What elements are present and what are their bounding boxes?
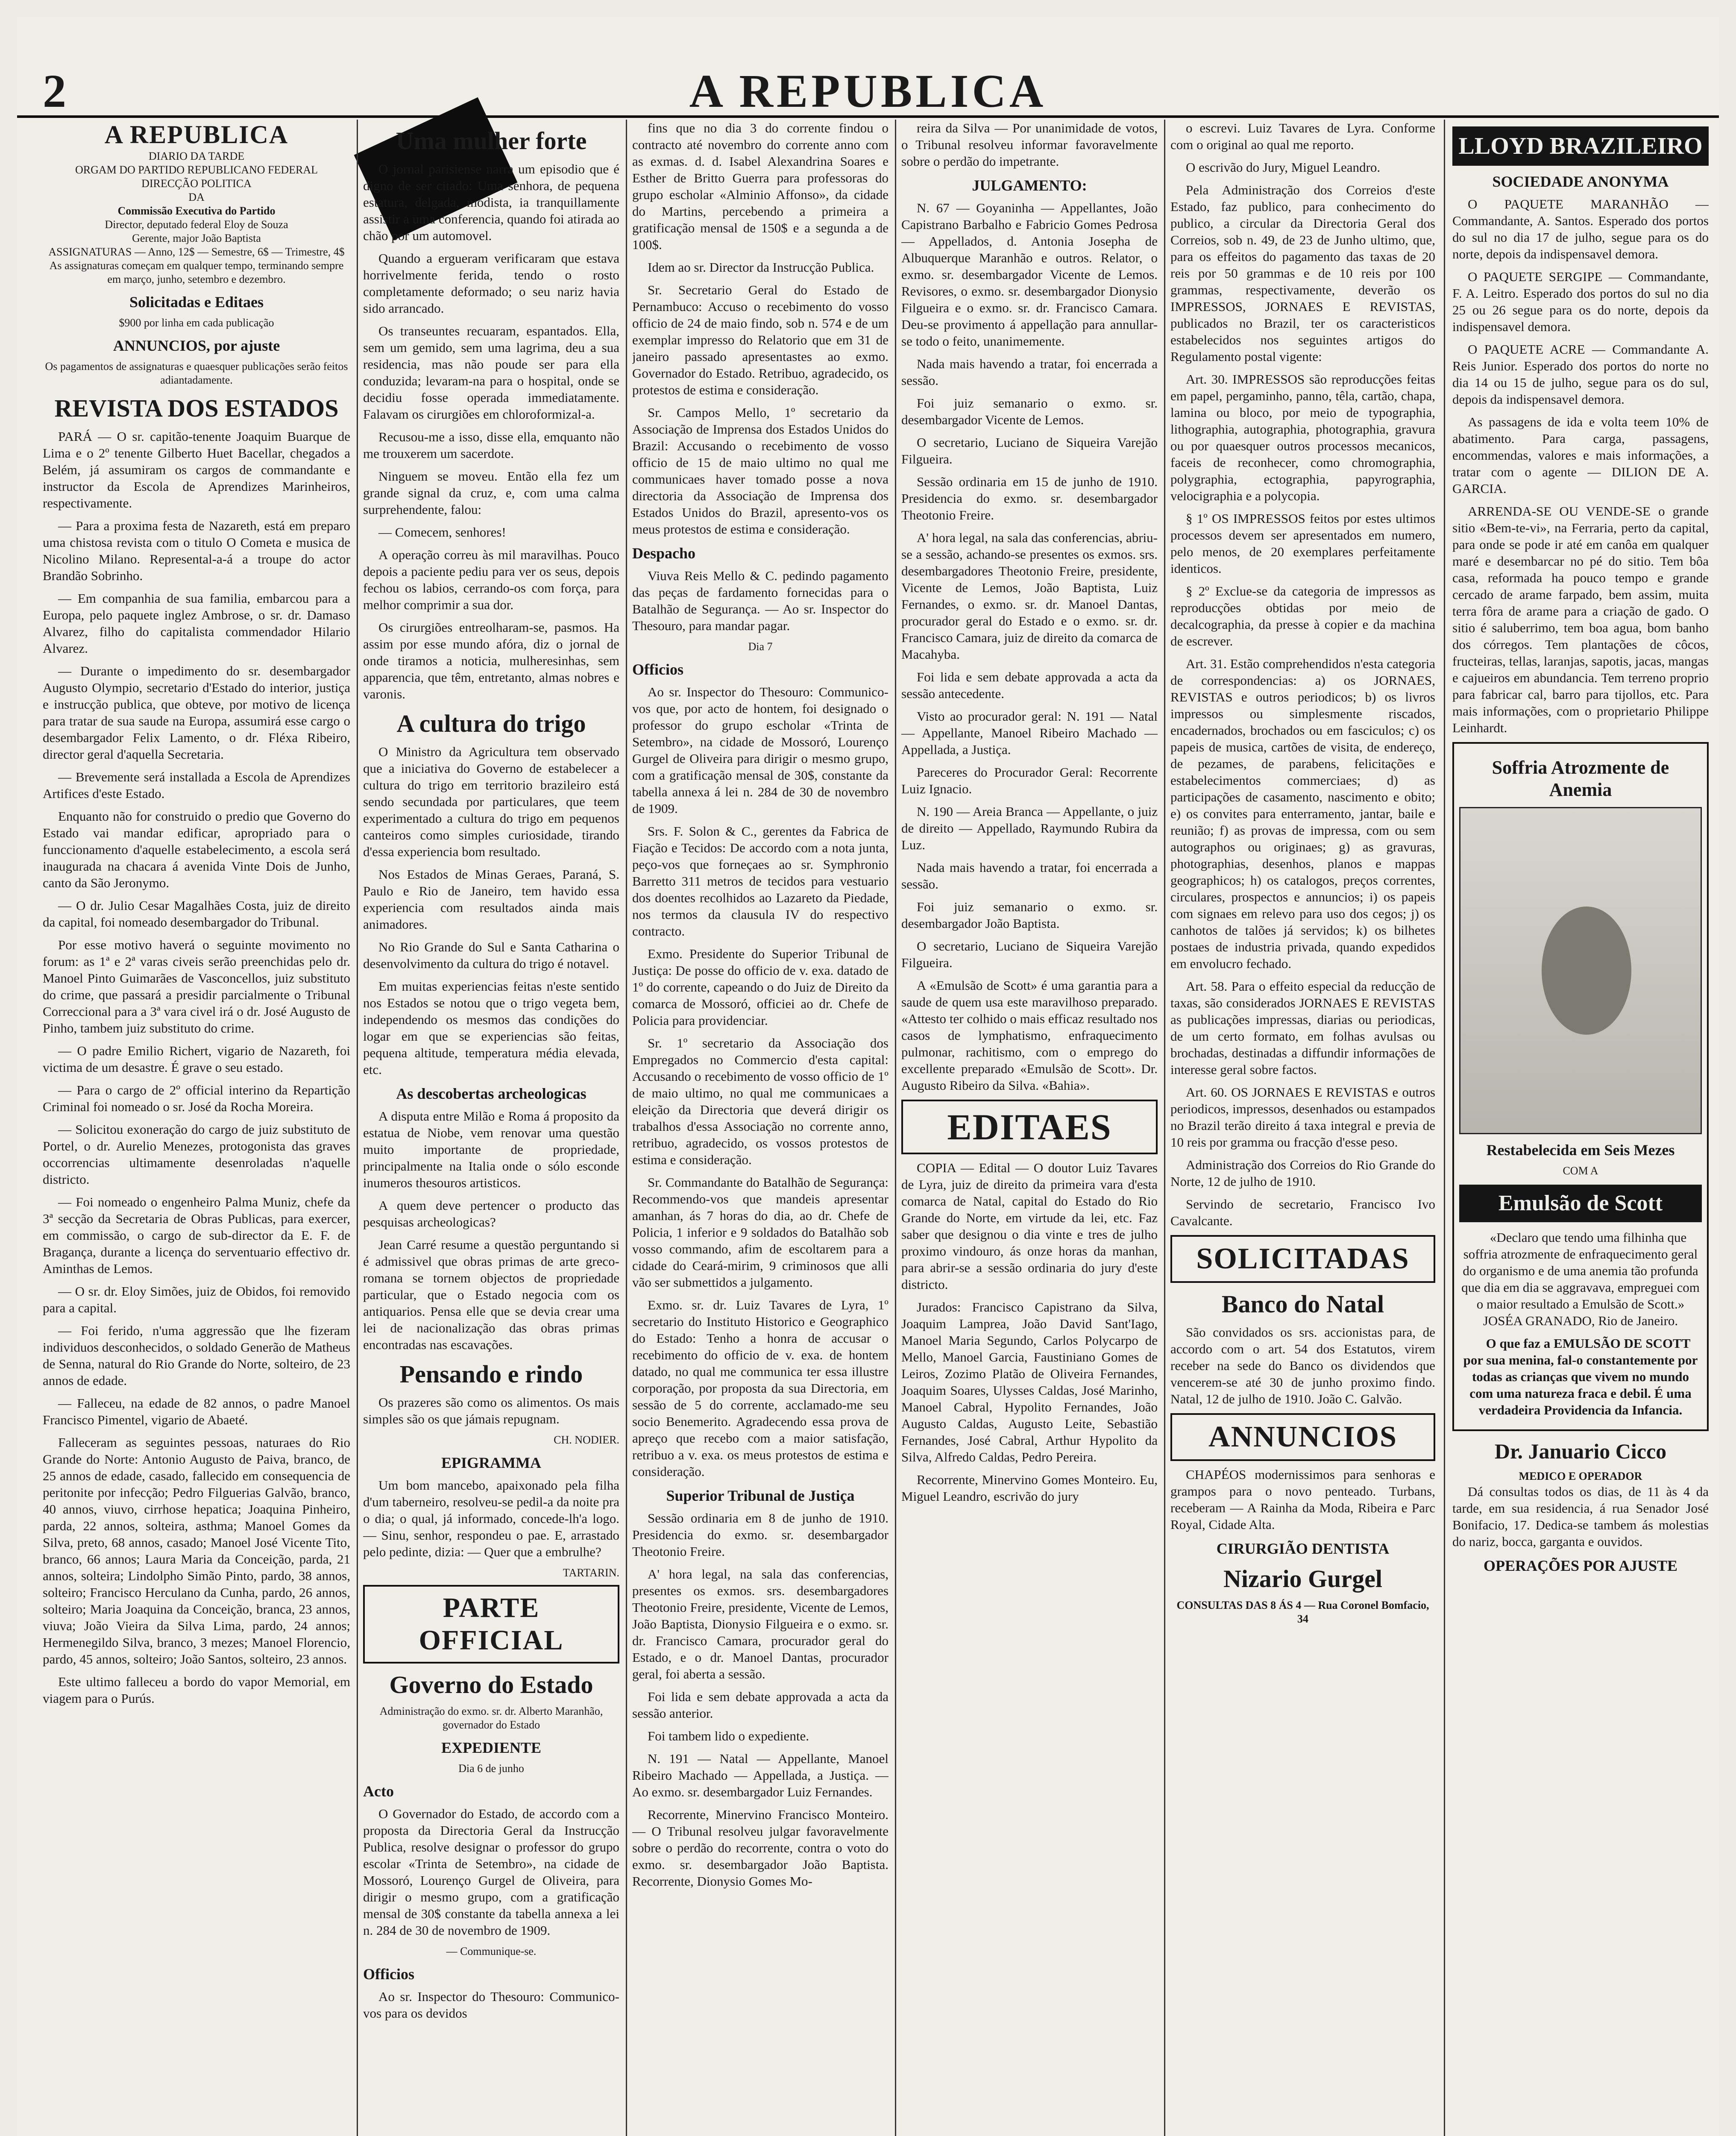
col3-paragraph: fins que no dia 3 do corrente findou o contracto até novembro do corrente anno com as exmas. d. d. Isabel Alexandrina Soares e Esther de Britto Guerra para professoras do grupo escholar «Alminio Affonso», da cidade do Martins, percebendo a primeira a gratificação mensal de 150$ e a segunda a de 100$. (632, 120, 889, 252)
lloyd-title: LLOYD BRAZILEIRO (1452, 126, 1709, 166)
col1-paragraph: Falleceram as seguintes pessoas, naturaes do Rio Grande do Norte: Antonio Augusto de Paiva, branco, de 25 annos de edade, casado, fallecido em consequencia de peritonite por infecção; Pedro Filguerias Galvão, branco, 40 annos, viuvo, cirrhose hepatica; Joaquina Pinheiro, parda, 22 annos, solteira, asthma; Manoel Gomes da Silva, preto, 68 annos, casado; Manoel José Vicente Tito, branco, 66 annos; Laura Maria da Conceição, parda, 21 annos, solteira; Lindolpho Simão Pinto, pardo, 38 annos, solteiro; Francisco Herculano da Cunha, pardo, 26 annos, solteiro; Maria Joaquina da Conceição, branca, 23 annos, viuva; João Vieira da Silva Lima, pardo, 24 annos; Hermenegildo Silva, branco, 3 mezes; Manoel Florencio, pardo, 45 annos, solteiro; João Santos, solteiro, 23 annos. (43, 1435, 350, 1667)
col1-paragraph: Por esse motivo haverá o seguinte movimento no forum: as 1ª e 2ª varas civeis serão preenchidas pelo dr. Manoel Pinto Guimarães de Vasconcellos, juiz substituto do crime, que passará a presidir parcialmente o Tribunal Correccional para a 3ª vara civel irá o dr. José Augusto de Pinho, tambem juiz substituto do crime. (43, 937, 350, 1036)
col1-paragraph: PARÁ — O sr. capitão-tenente Joaquim Buarque de Lima e o 2º tenente Gilberto Huet Bacellar, chegados a Belém, já assumiram os cargos de commandante e instructor da Escola de Aprendizes Marinheiros, respectivamente. (43, 429, 350, 511)
col3-paragraph: A' hora legal, na sala das conferencias, presentes os exmos. srs. desembargadores Theotonio Freire, presidente, Vicente de Lemos, João Baptista, Dionysio Filgueira e o exmo. sr. dr. Francisco Camara, procurador geral do Estado, e o dr. Manoel Dantas, procurador geral, foi aberta a sessão. (632, 1567, 889, 1681)
col5-paragraph: Art. 60. OS JORNAES E REVISTAS e outros periodicos, impressos, desenhados ou estampados no Brazil terão direito á taxa integral e previa de 10 reis por gramma ou fracção d'esse peso. (1170, 1085, 1435, 1150)
column-rule (895, 120, 896, 2136)
col5-paragraph: § 1º OS IMPRESSOS feitos por estes ultimos processos devem ser apresentados em numero, pelo menos, de 20 exemplares perfeitamente identicos. (1170, 511, 1435, 576)
col2-paragraph: Em muitas experiencias feitas n'este sentido nos Estados se notou que o trigo vegeta bem, independendo os mesmos das condições do logar em que se experiencias são feitas, pequena altitude, temperatura média elevada, etc. (363, 979, 619, 1077)
col4-paragraph: O secretario, Luciano de Siqueira Varejão Filgueira. (901, 435, 1158, 467)
col5-paragraph: Servindo de secretario, Francisco Ivo Cavalcante. (1170, 1197, 1435, 1228)
col3-paragraph: Sessão ordinaria em 8 de junho de 1910. Presidencia do exmo. sr. desembargador Theotonio Freire. (632, 1511, 889, 1559)
col3-paragraph: Foi tambem lido o expediente. (648, 1728, 809, 1743)
col1-paragraph: Enquanto não for construido o predio que Governo do Estado vai mandar edificar, apropriado para o funccionamento d'aquelle estabelecimento, a escola será inaugurada na chacara á avenida Vinte Dois de Junho, canto da São Jeronymo. (43, 809, 350, 890)
col2-paragraph: Ninguem se moveu. Então ella fez um grande signal da cruz, e, com uma calma surprehendente, falou: (363, 469, 619, 517)
parte-official-box (363, 1585, 619, 1664)
column-rule (357, 120, 358, 2136)
governo-sub: Administração do exmo. sr. dr. Alberto Maranhão, governador do Estado (379, 1705, 603, 1731)
newspaper-page (17, 17, 1719, 2136)
col4-paragraph: Sessão ordinaria em 15 de junho de 1910. Presidencia do exmo. sr. desembargador Theotonio Freire. (901, 474, 1158, 522)
solicitadas-box (1170, 1235, 1435, 1283)
column-rule (626, 120, 627, 2136)
column-5 (1170, 120, 1435, 2136)
col4-paragraph: Foi juiz semanario o exmo. sr. desembargador João Baptista. (901, 899, 1158, 931)
col5-paragraph: O escrivão do Jury, Miguel Leandro. (1186, 160, 1381, 175)
col4-paragraph: Nada mais havendo a tratar, foi encerrada a sessão. (901, 356, 1158, 388)
epigramma-author: TARTARIN. (563, 1567, 619, 1579)
col1-paragraph: — Durante o impedimento do sr. desembargador Augusto Olympio, secretario d'Estado do interior, justiça e instrucção publica, que obteve, por motivo de licença para tratar de sua saude na Europa, assumirá esse cargo o desembargador Felix Lamento, o dr. Fléxa Ribeiro, director geral d'aquella Secretaria. (43, 663, 350, 762)
col1-paragraph: — Foi ferido, n'uma aggressão que lhe fizeram individuos desconhecidos, o soldado Generão de Matheus de Senna, natural do Rio Grande do Norte, solteiro, de 23 annos de edade. (43, 1323, 350, 1388)
col1-section-title: REVISTA DOS ESTADOS (54, 394, 339, 422)
col6-paragraph: O PAQUETE MARANHÃO — Commandante, A. Santos. Esperado dos portos do sul no dia 17 de julho, segue para os do norte, depois da indispensavel demora. (1452, 197, 1709, 261)
officios-title: Officios (632, 661, 683, 678)
nizario-title: Nizario Gurgel (1223, 1565, 1383, 1593)
column-3 (632, 120, 889, 2136)
col2-paragraph: O jornal parisiense narra um episodio que é digno de ser citado: Uma senhora, de pequena estatura, delgada, modista, ia tranquillamente assistir a uma conferencia, quando foi atirada ao chão por um automovel. (363, 161, 619, 243)
parte-official-title: PARTE OFFICIAL (419, 1592, 564, 1656)
col1-paragraph: — O padre Emilio Richert, vigario de Nazareth, foi victima de um desastre. É grave o seu estado. (43, 1043, 350, 1075)
col3-paragraph: N. 191 — Natal — Appellante, Manoel Ribeiro Machado — Appellada, a Justiça. — Ao exmo. sr. desembargador Luiz Fernandes. (632, 1751, 889, 1799)
col1-paragraph: — O dr. Julio Cesar Magalhães Costa, juiz de direito da capital, foi nomeado desembargador do Tribunal. (43, 898, 350, 930)
governo-title: Governo do Estado (389, 1671, 593, 1699)
officios-title: Officios (363, 1966, 414, 1983)
col2-paragraph: A quem deve pertencer o producto das pesquisas archeologicas? (363, 1198, 619, 1229)
communique: — Communique-se. (446, 1945, 537, 1957)
sociedade-label: SOCIEDADE ANONYMA (1492, 173, 1669, 190)
col3-paragraph: Viuva Reis Mello & C. pedindo pagamento das peças de fardamento fornecidas para o Batalhão de Segurança. — Ao sr. Inspector do Thesouro, para mandar pagar. (632, 568, 889, 633)
col1-sub-4: DA (188, 191, 205, 203)
headline-mulher-forte: Uma mulher forte (396, 127, 587, 155)
col2-paragraph: Os cirurgiões entreolharam-se, pasmos. Ha assim por esse mundo afóra, diz o jornal de onde tiramos a noticia, mulheresinhas, sem apparencia, que têm, entretanto, almas nobres e varonis. (363, 620, 619, 701)
col1-paragraph: — Em companhia de sua familia, embarcou para a Europa, pelo paquete inglez Ambrose, o sr. dr. Damaso Alvarez, filho do capitalista commendador Hilario Alvarez. (43, 591, 350, 656)
col3-paragraph: Idem ao sr. Director da Instrucção Publica. (648, 260, 874, 275)
col2-paragraph: A operação correu às mil maravilhas. Pouco depois a paciente pediu para ver os seus, depois fechou os labios, cerrando-os com força, para melhor comprimir a sua dor. (363, 547, 619, 612)
col3-paragraph: Sr. 1º secretario da Associação dos Empregados no Commercio d'esta capital: Accusando o recebimento de vosso officio de 1º de maio ultimo, no qual me communicaes a eleição da Directoria que deverá dirigir os trabalhos d'essa Associação no corrente anno, retribuo, agradecido, os vossos protestos de estima e consideração. (632, 1036, 889, 1167)
col4-paragraph: A «Emulsão de Scott» é uma garantia para a saude de quem usa este maravilhoso preparado. «Attesto ter colhido o mais efficaz resultado nos casos de lymphatismo, enfraquecimento pulmonar, rachitismo, com o emprego do excellente preparado «Emulsão de Scott». Dr. Augusto Ribeiro da Silva. «Bahia». (901, 978, 1158, 1093)
col2-paragraph: Os transeuntes recuaram, espantados. Ella, sem um gemido, sem uma lagrima, deu a sua residencia, mas não poude ser para ella conduzida; levaram-na para o hospital, onde se decidiu fosse operada immediatamente. Falavam os cirurgiões em chloroformizal-a. (363, 323, 619, 422)
col4-paragraph: A' hora legal, na sala das conferencias, abriu-se a sessão, achando-se presentes os exmos. srs. desembargadores Theotonio Freire, presidente, Vicente de Lemos, João Baptista, Luiz Fernandes, o exmo. sr. dr. Manoel Dantas, procurador geral do Estado e o exmo. sr. dr. Francisco Camara, juiz de direito da comarca de Macahyba. (901, 530, 1158, 662)
col3-paragraph: Srs. F. Solon & C., gerentes da Fabrica de Fiação e Tecidos: De accordo com a nota junta, peço-vos que forneçaes ao sr. Symphronio Barretto 311 metros de tecidos para vestuario dos doentes recolhidos ao Lazareto da Piedade, nos termos da clausula IV do respectivo contracto. (632, 824, 889, 939)
column-1 (43, 120, 350, 2136)
col4-paragraph: Recorrente, Minervino Gomes Monteiro. Eu, Miguel Leandro, escrivão do jury (901, 1472, 1158, 1504)
column-6 (1452, 120, 1709, 2136)
col4-paragraph: Jurados: Francisco Capistrano da Silva, Joaquim Lamprea, João David Sant'Iago, Manoel Maria Segundo, Carlos Polycarpo de Mello, Manoel Garcia, Faustiniano Gomes de Leiros, Zozimo Platão de Oliveira Fernandes, Joaquim Soares, Ulysses Caldas, José Marinho, Manoel Cabral, Hypolito Fernandes, João Augusto Caldas, Augusto Leite, Sebastião Fernandes, José Cabral, Arthur Hypolito da Silva, Alfredo Caldas, Pedro Pereira. (901, 1300, 1158, 1464)
col3-paragraph: Sr. Campos Mello, 1º secretario da Associação de Imprensa dos Estados Unidos do Brazil: Accusando o recebimento de vosso officio de 15 de maio ultimo no qual me communicaes haver tomado posse a nova directoria da Associação de Imprensa dos Estados Unidos do Brazil, apresento-vos os meus protestos de estima e consideração. (632, 405, 889, 537)
col2-paragraph: Quando a ergueram verificaram que estava horrivelmente ferida, tendo o rosto completamente deformado; o seu nariz havia sido arrancado. (363, 251, 619, 316)
col1-subscriptions: ASSIGNATURAS — Anno, 12$ — Semestre, 6$ — Trimestre, 4$ (48, 246, 345, 258)
col2-paragraph: O Governador do Estado, de accordo com a proposta da Directoria Geral da Instrucção Publica, resolve designar o professor do grupo escolar «Trinta de Setembro», na cidade de Mossoró, Lourenço Gurgel de Oliveira, para dirigir o mesmo grupo, com a gratificação mensal de 30$ constante da tabella annexa a lei n. 284 de 30 de novembro de 1909. (363, 1806, 619, 1938)
scott-headline: Soffria Atrozmente de Anemia (1492, 757, 1669, 800)
headline-descobertas: As descobertas archeologicas (396, 1085, 586, 1102)
col1-paragraph: — Solicitou exoneração do cargo de juiz substituto de Portel, o dr. Aurelio Menezes, protogonista das graves occorrencias ultimamente desenroladas n'aquelle districto. (43, 1122, 350, 1187)
col1-subscription-note: As assignaturas começam em qualquer tempo, terminando sempre em março, junho, setembro e dezembro. (49, 259, 344, 285)
col3-paragraph: Sr. Secretario Geral do Estado de Pernambuco: Accuso o recebimento do vosso officio de 24 de maio findo, sob n. 574 e de um exemplar impresso do Relatorio que em 31 de janeiro passado apresentastes ao exmo. Governador do Estado. Retribuo, agradecido, os protestos de estima e consideração. (632, 282, 889, 397)
scott-ad (1452, 742, 1709, 1431)
col5-paragraph: § 2º Exclue-se da categoria de impressos as reproducções obtidas por meio de decalcographia, da presse à copier e da machina de escrever. (1170, 584, 1435, 648)
scott-restabelecida: Restabelecida em Seis Mezes (1486, 1141, 1675, 1159)
col2-paragraph: Jean Carré resume a questão perguntando si é admissivel que obras primas de arte greco-romana se tornem objectos de propriedade particular, que o Estado negocia com os antiquarios. Pensa elle que se devia crear uma lei de nacionalização das obras primas encontradas nas escavações. (363, 1237, 619, 1352)
dia7-label: Dia 7 (748, 640, 773, 653)
col1-notices: Solicitadas e Editaes (129, 293, 264, 311)
pensando-author: CH. NODIER. (554, 1434, 619, 1446)
col1-ads: ANNUNCIOS, por ajuste (113, 337, 280, 354)
editaes-title: EDITAES (947, 1106, 1112, 1147)
col1-payment-note: Os pagamentos de assignaturas e quaesquer publicações serão feitos adiantadamente. (45, 360, 348, 386)
col6-paragraph: As passagens de ida e volta teem 10% de abatimento. Para carga, passagens, encommendas, valores e mais informações, a tratar com o agente — DILION DE A. GARCIA. (1452, 414, 1709, 496)
col1-notices-price: $900 por linha em cada publicação (119, 317, 274, 329)
col1-paragraph: — O sr. dr. Eloy Simões, juiz de Obidos, foi removido para a capital. (43, 1284, 350, 1315)
dia-label: Dia 6 de junho (458, 1762, 524, 1775)
scott-com: COM A (1563, 1165, 1598, 1177)
headline-pensando: Pensando e rindo (399, 1360, 583, 1388)
column-rule (1164, 120, 1165, 2136)
col3-paragraph: Ao sr. Inspector do Thesouro: Communico-vos que, por acto de hontem, foi designado o professor do grupo escholar «Trinta de Setembro», na cidade de Mossoró, Lourenço Gurgel de Oliveira para dirigir o mesmo grupo, com a gratificação mensal de 30$, constante da tabella annexa á lei n. 284 de 30 de novembro de 1909. (632, 684, 889, 816)
col3-paragraph: Recorrente, Minervino Francisco Monteiro. — O Tribunal resolveu julgar favoravelmente sobre o perdão do recorrente, contra o voto do exmo. sr. desembargador João Baptista. Recorrente, Dionysio Gomes Mo- (632, 1807, 889, 1889)
annuncios-title: ANNUNCIOS (1208, 1420, 1397, 1453)
julgamento-title: JULGAMENTO: (972, 177, 1087, 194)
col1-sub-7: Gerente, major João Baptista (132, 232, 261, 244)
col1-sub-5: Commissão Executiva do Partido (117, 205, 276, 217)
col2-paragraph: A disputa entre Milão e Roma á proposito da estatua de Niobe, vem renovar uma questão muito importante de propriedade, principalmente na Italia onde o sólo esconde inumeros thesouros artisticos. (363, 1109, 619, 1190)
col1-paragraph: Este ultimo falleceu a bordo do vapor Memorial, em viagem para o Purús. (43, 1674, 350, 1706)
col1-sub-6: Director, deputado federal Eloy de Souza (105, 218, 288, 231)
solicitadas-title: SOLICITADAS (1196, 1242, 1410, 1275)
col1-sub-2: ORGAM DO PARTIDO REPUBLICANO FEDERAL (75, 164, 318, 176)
girl-portrait-image (1459, 807, 1702, 1134)
col2-paragraph: Os prazeres são como os alimentos. Os mais simples são os que jámais repugnam. (363, 1395, 619, 1426)
col5-paragraph: CHAPÉOS modernissimos para senhoras e grampos para o novo penteado. Turbans, receberam — A Rainha da Moda, Ribeira e Parc Royal, Cidade Alta. (1170, 1467, 1435, 1532)
col1-paragraph: — Para a proxima festa de Nazareth, está em preparo uma chistosa revista com o titulo O Cometa e musica de Nicolino Milano. Represental-a-á a troupe do actor Brandão Sobrinho. (43, 518, 350, 583)
col6-paragraph: Dá consultas todos os dias, de 11 às 4 da tarde, em sua residencia, á rua Senador José Bonifacio, 17. Dedica-se tambem ás molestias do nariz, bocca, garganta e ouvidos. (1452, 1484, 1709, 1549)
col6-paragraph: ARRENDA-SE OU VENDE-SE o grande sitio «Bem-te-vi», na Ferraria, perto da capital, para onde se pode ir até em canôa em qualquer maré e desembarcar no pé do sitio. Tem bôa casa, reformada ha pouco tempo e grande cercado de arame farpado, bem assim, muita terra fôra de arame para a criação de gado. O sitio é saluberrimo, tem boa agua, bom banho dos córregos. Tem plantações de côcos, fructeiras, tellas, laranjas, sapotis, jacas, mangas e cajueiros em abundancia. Tem terreno proprio para fabricar cal, barro para tijollos, etc. Para mais informações, com o proprietario Philippe Leinhardt. (1452, 504, 1709, 735)
col2-paragraph: Um bom mancebo, apaixonado pela filha d'um taberneiro, resolveu-se pedil-a da noite pra o dia; o qual, já informado, concede-lh'a logo. — Sinu, senhor, respondeu o pae. E, arrastado pelo pedinte, dizia: — Quer que a embrulhe? (363, 1478, 619, 1559)
januario-subtitle: MEDICO E OPERADOR (1519, 1470, 1642, 1482)
col5-paragraph: Administração dos Correios do Rio Grande do Norte, 12 de julho de 1910. (1170, 1157, 1435, 1189)
tribunal-title: Superior Tribunal de Justiça (666, 1487, 855, 1504)
col1-masthead: A REPUBLICA (104, 120, 289, 149)
scott-brand: Emulsão de Scott (1459, 1185, 1702, 1222)
col4-paragraph: COPIA — Edital — O doutor Luiz Tavares de Lyra, juiz de direito da primeira vara d'esta comarca de Natal, capital do Estado do Rio Grande do Norte, em virtude da lei, etc. Faz saber que designou o dia vinte e tres de julho proximo vindouro, ás onze horas da manhan, para abrir-se a sessão ordinaria do jury d'este districto. (901, 1160, 1158, 1292)
col1-paragraph: — Foi nomeado o engenheiro Palma Muniz, chefe da 3ª secção da Secretaria de Obras Publicas, para exercer, em commissão, o cargo de sub-director da E. F. de Bragança, durante a licença do serventuario effectivo dr. Aminthas de Lemos. (43, 1194, 350, 1276)
column-2 (363, 120, 619, 2136)
col1-paragraph: — Brevemente será installada a Escola de Aprendizes Artifices d'este Estado. (43, 769, 350, 801)
col5-paragraph: Art. 30. IMPRESSOS são reproducções feitas em papel, pergaminho, panno, têla, cartão, chapa, lamina ou bloco, por meio de typographia, lithographia, autographia, photographia, gravura ou por quaesquer outros processos mecanicos, faceis de reconhecer, como chromographia, polygraphia, ectographia, papyrographia, velocigraphia e a polycopia. (1170, 372, 1435, 503)
col6-paragraph: O PAQUETE SERGIPE — Commandante, F. A. Leitro. Esperado dos portos do sul no dia 25 ou 26 segue para os do norte, depois da indispensavel demora. (1452, 269, 1709, 334)
col2-paragraph: Recusou-me a isso, disse ella, emquanto não me trouxerem um sacerdote. (363, 429, 619, 461)
masthead-bar (17, 64, 1719, 118)
col4-paragraph: N. 190 — Areia Branca — Appellante, o juiz de direito — Appellado, Raymundo Rubira da Luz. (901, 804, 1158, 852)
col5-paragraph: Pela Administração dos Correios d'este Estado, faz publico, para conhecimento do publico, a circular da Directoria Geral dos Correios, sob n. 49, de 23 de Junho ultimo, que, para os effeitos do pagamento das taxas de 20 reis por 50 grammas e de 10 reis por 100 grammas, respectivamente, deverão os IMPRESSOS, JORNAES E REVISTAS, publicados no Brazil, ter os caracteristicos estabelecidos nos seguintes artigos do Regulamento postal vigente: (1170, 182, 1435, 364)
col2-paragraph: No Rio Grande do Sul e Santa Catharina o desenvolvimento da cultura do trigo é notavel. (363, 939, 619, 971)
despacho-title: Despacho (632, 545, 696, 562)
col1-paragraph: — Para o cargo de 2º official interino da Repartição Criminal foi nomeado o sr. José da Rocha Moreira. (43, 1083, 350, 1114)
col5-paragraph: Art. 31. Estão comprehendidos n'esta categoria de correspondencias: a) os JORNAES, REVISTAS e outros periodicos; b) os livros impressos ou simplesmente riscados, encadernados, brochados ou em fasciculos; c) os papeis de musica, cartões de visita, de endereço, de pezames, de parabens, felicitações e estabelecimentos commerciaes; d) as participações de casamento, nascimento e obito; e) os convites para enterramento, jantar, baile e reunião; f) as provas de impressa, com ou sem autographos ou originaes; g) as gravuras, photographias, desenhos, planos e mappas geographicos; h) os catalogos, preços correntes, circulares, prospectos e annuncios; i) os papeis com signaes em relevo para uso dos cegos; j) os canhotos de talões já servidos; k) os bilhetes postaes de industria privada, quando expedidos em envolucro fechado. (1170, 656, 1435, 971)
banco-title: Banco do Natal (1221, 1290, 1384, 1318)
januario-title: Dr. Januario Cicco (1494, 1439, 1667, 1463)
col4-paragraph: Foi juiz semanario o exmo. sr. desembargador Vicente de Lemos. (901, 396, 1158, 427)
col2-paragraph: O Ministro da Agricultura tem observado que a iniciativa do Governo de estabelecer a cultura do trigo em territorio brazileiro está sendo secundada por particulares, que teem experimentado a cultura do trigo em pequenos canteiros como simples curiosidade, tirando d'essa experiencia bom resultado. (363, 744, 619, 859)
nizario-address: CONSULTAS DAS 8 ÁS 4 — Rua Coronel Bomfacio, 34 (1176, 1599, 1429, 1625)
col1-paragraph: — Falleceu, na edade de 82 annos, o padre Manoel Francisco Pimentel, vigario de Abaeté. (43, 1396, 350, 1427)
paper-title: A REPUBLICA (689, 65, 1047, 117)
annuncios-box (1170, 1413, 1435, 1461)
col4-paragraph: Foi lida e sem debate approvada a acta da sessão antecedente. (901, 669, 1158, 701)
col2-paragraph: — Comecem, senhores! (378, 525, 506, 540)
acto-title: Acto (363, 1783, 394, 1800)
scott-testimonial: «Declaro que tendo uma filhinha que soffria atrozmente de enfraquecimento geral do organismo e de uma anemia tão profunda que dia em dia se aggravava, empreguei com o maior resultado a Emulsão de Scott.» JOSÉA GRANADO, Rio de Janeiro. (1461, 1230, 1700, 1328)
cirurgiao-label: CIRURGIÃO DENTISTA (1216, 1540, 1390, 1557)
col6-paragraph: O PAQUETE ACRE — Commandante A. Reis Junior. Esperado dos portos do norte no dia 14 ou 15 de julho, segue para os do sul, depois da indispensavel demora. (1452, 342, 1709, 407)
column-rule (1444, 120, 1445, 2136)
expediente-title: EXPEDIENTE (441, 1739, 542, 1756)
col2-paragraph: Ao sr. Inspector do Thesouro: Communico-vos para os devidos (363, 1989, 619, 2021)
col1-sub-1: DIARIO DA TARDE (148, 150, 245, 162)
column-4 (901, 120, 1158, 2136)
headline-trigo: A cultura do trigo (396, 710, 586, 737)
col5-paragraph: o escrevi. Luiz Tavares de Lyra. Conforme com o original ao qual me reporto. (1170, 120, 1435, 152)
operacoes-label: OPERAÇÕES POR AJUSTE (1483, 1557, 1678, 1574)
col4-paragraph: Pareceres do Procurador Geral: Recorrente Luiz Ignacio. (901, 765, 1158, 796)
col4-paragraph: reira da Silva — Por unanimidade de votos, o Tribunal resolveu informar favoravelmente sobre o perdão do impetrante. (901, 120, 1158, 169)
col3-paragraph: Exmo. sr. dr. Luiz Tavares de Lyra, 1º secretario do Instituto Historico e Geographico do Estado: Tenho a honra de accusar o recebimento do officio de v. exa. de hontem datado, no qual me communica ter essa illustre corporação, por proposta da sua Directoria, em sessão de 5 do corrente, acclamado-me seu socio Benemerito. Agradecendo essa prova de apreço que recebo com a maior satisfação, retribuo a v. exa. os meus protestos de estima e consideração. (632, 1297, 889, 1479)
col4-paragraph: Nada mais havendo a tratar, foi encerrada a sessão. (901, 860, 1158, 892)
col1-sub-3: DIRECÇÃO POLITICA (141, 177, 252, 190)
editaes-box (901, 1100, 1158, 1154)
col3-paragraph: Exmo. Presidente do Superior Tribunal de Justiça: De posse do officio de v. exa. datado de 1º do corrente, capeando o do Juiz de Direito da comarca de Mossoró, officiei ao dr. Chefe de Policia para providenciar. (632, 946, 889, 1028)
col4-paragraph: O secretario, Luciano de Siqueira Varejão Filgueira. (901, 939, 1158, 970)
col4-paragraph: N. 67 — Goyaninha — Appellantes, João Capistrano Barbalho e Fabricio Gomes Pedrosa — Appellados, d. Antonia Josepha de Albuquerque Maranhão e outros. Relator, o exmo. sr. desembargador Vicente de Lemos. Revisores, o exmo. sr. desembargador Dionysio Filgueira e o exmo. sr. dr. Francisco Camara. Deu-se provimento á appellação para annullar-se todo o feito, unanimemente. (901, 200, 1158, 349)
page-number: 2 (43, 65, 66, 117)
col3-paragraph: Sr. Commandante do Batalhão de Segurança: Recommendo-vos que mandeis apresentar amanhan, ás 7 horas do dia, ao dr. Chefe de Policia, 1 inferior e 9 soldados do Batalhão sob vosso commando, afim de escoltarem para a cidade do Ceará-mirim, 9 criminosos que alli vão ser submettidos a julgamento. (632, 1175, 889, 1290)
col2-paragraph: Nos Estados de Minas Geraes, Paraná, S. Paulo e Rio de Janeiro, tem havido essa experiencia com resultados ainda mais animadores. (363, 867, 619, 932)
col5-paragraph: Art. 58. Para o effeito especial da reducção de taxas, são considerados JORNAES E REVISTAS as publicações impressas, diarias ou periodicas, de um certo formato, em folhas avulsas ou brochadas, destinadas a diffundir informações de interesse geral sobre factos. (1170, 979, 1435, 1077)
scott-what: O que faz a EMULSÃO DE SCOTT por sua menina, fal-o constantemente por todas as crianças que vivem no mundo com uma natureza fraca e debil. É uma verdadeira Providencia da Infancia. (1463, 1336, 1698, 1417)
col4-paragraph: Visto ao procurador geral: N. 191 — Natal — Appellante, Manoel Ribeiro Machado — Appellada, a Justiça. (901, 709, 1158, 757)
col5-paragraph: São convidados os srs. accionistas para, de accordo com o art. 54 dos Estatutos, virem receber na sede do Banco os dividendos que vencerem-se até 30 de junho proximo findo. Natal, 12 de julho de 1910. João C. Galvão. (1170, 1325, 1435, 1406)
col3-paragraph: Foi lida e sem debate approvada a acta da sessão anterior. (632, 1689, 889, 1721)
epigramma-title: EPIGRAMMA (441, 1454, 541, 1471)
